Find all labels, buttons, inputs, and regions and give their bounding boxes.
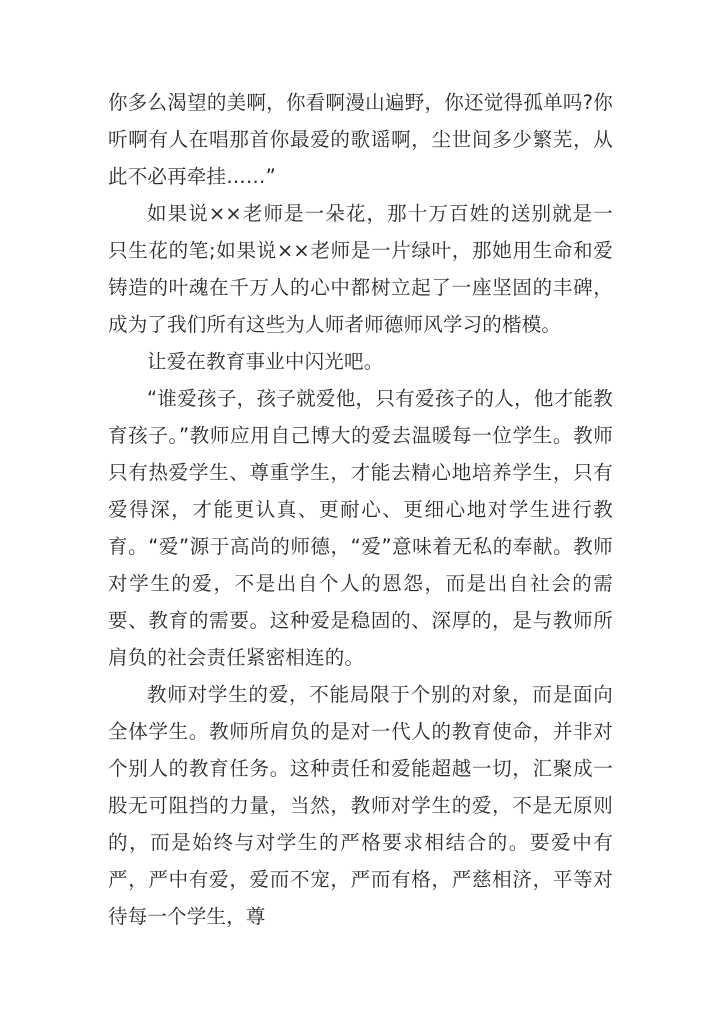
paragraph-4: “谁爱孩子，孩子就爱他，只有爱孩子的人，他才能教育孩子。”教师应用自己博大的爱去温暖每一位学生。教师只有热爱学生、尊重学生，才能去精心地培养学生，只有爱得深，才能更认真、更耐心、更细心地对学生进行教育。“爱”源于高尚的师德，“爱”意味着无私的奉献。教师对学生的爱，不是出自个人的恩怨，而是出自社会的需要、教育的需要。这种爱是稳固的、深厚的，是与教师所肩负的社会责任紧密相连的。 xyxy=(108,387,613,669)
paragraph-5: 教师对学生的爱，不能局限于个别的对象，而是面向全体学生。教师所肩负的是对一代人的教育使命，并非对个别人的教育任务。这种责任和爱能超越一切，汇聚成一股无可阻挡的力量，当然，教师对学生的爱，不是无原则的，而是始终与对学生的严格要求相结合的。要爱中有严，严中有爱，爱而不宠，严而有格，严慈相济，平等对待每一个学生，尊 xyxy=(108,683,613,928)
paragraph-1: 你多么渴望的美啊，你看啊漫山遍野，你还觉得孤单吗?你听啊有人在唱那首你最爱的歌谣啊，尘世间多少繁芜，从此不必再牵挂……” xyxy=(108,91,613,188)
document-page xyxy=(108,84,613,935)
paragraph-3: 让爱在教育事业中闪光吧。 xyxy=(147,350,384,373)
paragraph-2: 如果说××老师是一朵花，那十万百姓的送别就是一只生花的笔;如果说××老师是一片绿叶，那她用生命和爱铸造的叶魂在千万人的心中都树立起了一座坚固的丰碑，成为了我们所有这些为人师者师德师风学习的楷模。 xyxy=(108,202,613,336)
